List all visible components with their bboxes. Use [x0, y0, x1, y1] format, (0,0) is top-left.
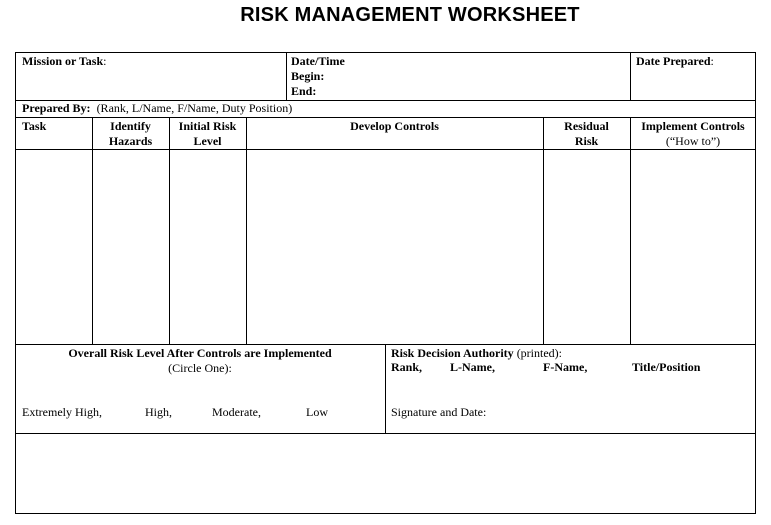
- header-line: Hazards: [108, 134, 153, 148]
- column-header-residual-risk: [543, 119, 630, 149]
- divider-overall-authority: [385, 344, 386, 433]
- authority-lname-field[interactable]: L-Name,: [450, 360, 495, 374]
- decision-authority-label: Risk Decision Authority: [391, 346, 514, 360]
- datetime-label: Date/Time: [291, 54, 345, 68]
- overall-risk-heading: [15, 346, 385, 376]
- mission-label: Mission or Task: [22, 54, 104, 68]
- prepared-by-field[interactable]: [22, 101, 292, 116]
- decision-authority-heading: [391, 346, 562, 361]
- date-prepared-colon: :: [710, 54, 714, 68]
- identify-hazards-cell[interactable]: [93, 150, 169, 344]
- overall-risk-subtitle: (Circle One):: [168, 361, 232, 375]
- header-line: (“How to”): [665, 134, 721, 148]
- rule-prepared-bottom: [15, 117, 756, 118]
- column-header-initial-risk-level: [169, 119, 246, 149]
- authority-fname-field[interactable]: F-Name,: [543, 360, 588, 374]
- header-line: Initial Risk: [178, 119, 237, 133]
- remarks-area[interactable]: [16, 434, 755, 513]
- divider-mission-datetime: [286, 52, 287, 100]
- risk-option-high[interactable]: High,: [145, 405, 172, 419]
- date-prepared-label: Date Prepared: [636, 54, 711, 68]
- date-prepared-field[interactable]: [636, 54, 714, 69]
- initial-risk-level-cell[interactable]: [170, 150, 246, 344]
- column-header-develop-controls: Develop Controls: [350, 119, 439, 133]
- authority-title-position-field[interactable]: Title/Position: [632, 360, 701, 374]
- worksheet-title: RISK MANAGEMENT WORKSHEET: [240, 4, 580, 26]
- risk-option-moderate[interactable]: Moderate,: [212, 405, 261, 419]
- risk-option-extremely-high[interactable]: Extremely High,: [22, 405, 102, 419]
- mission-field[interactable]: [22, 54, 107, 69]
- column-header-implement-controls: [630, 119, 756, 149]
- prepared-by-label: Prepared By:: [22, 101, 91, 115]
- authority-rank-field[interactable]: Rank,: [391, 360, 423, 374]
- develop-controls-cell[interactable]: [247, 150, 543, 344]
- residual-risk-cell[interactable]: [544, 150, 630, 344]
- decision-authority-suffix: (printed):: [516, 346, 563, 360]
- end-field[interactable]: End:: [291, 84, 317, 98]
- divider-datetime-dateprepared: [630, 52, 631, 100]
- mission-colon: :: [103, 54, 107, 68]
- risk-option-low[interactable]: Low: [306, 405, 328, 419]
- implement-controls-cell[interactable]: [631, 150, 755, 344]
- header-line: Implement Controls: [641, 119, 745, 133]
- header-line: Residual: [564, 119, 609, 133]
- begin-field[interactable]: Begin:: [291, 69, 325, 83]
- signature-date-field[interactable]: Signature and Date:: [391, 405, 487, 419]
- prepared-by-hint: (Rank, L/Name, F/Name, Duty Position): [96, 101, 293, 115]
- column-header-task: Task: [22, 119, 47, 133]
- column-header-identify-hazards: [92, 119, 169, 149]
- header-line: Risk: [574, 134, 599, 148]
- header-line: Identify: [110, 119, 151, 133]
- header-line: Level: [193, 134, 222, 148]
- task-cell[interactable]: [16, 150, 92, 344]
- overall-risk-title: Overall Risk Level After Controls are Implemented: [68, 346, 332, 360]
